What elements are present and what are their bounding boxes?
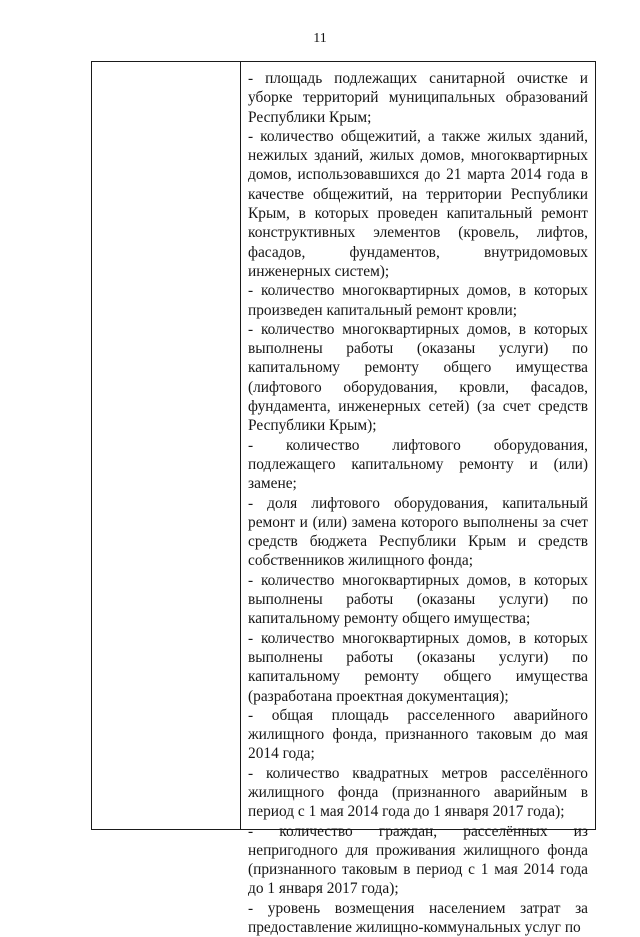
list-item: - количество многоквартирных домов, в которых произведен капитальный ремонт кровли;	[248, 282, 588, 319]
list-item: - количество многоквартирных домов, в которых выполнены работы (оказаны услуги) по капитальному ремонту общего имущества (лифтового оборудования, кровли, фасадов, фундамента, инженерных сетей) (за счет средств Республики Крым);	[248, 320, 588, 435]
list-item: - площадь подлежащих санитарной очистке и уборке территорий муниципальных образований Республики Крым;	[248, 70, 588, 126]
list-item: - количество многоквартирных домов, в которых выполнены работы (оказаны услуги) по капитальному ремонту общего имущества (разработана проектная документация);	[248, 629, 588, 705]
list-item: - общая площадь расселенного аварийного жилищного фонда, признанного таковым до мая 2014 года;	[248, 706, 588, 763]
indicator-list	[241, 62, 595, 937]
right-cell	[241, 62, 596, 937]
document-table	[91, 61, 596, 937]
list-item: - количество лифтового оборудования, подлежащего капитальному ремонту и (или) замене;	[248, 436, 588, 493]
list-item: - количество многоквартирных домов, в которых выполнены работы (оказаны услуги) по капитальному ремонту общего имущества;	[248, 571, 588, 628]
table-row	[92, 62, 596, 830]
list-item: - доля лифтового оборудования, капитальный ремонт и (или) замена которого выполнены за счет средств бюджета Республики Крым и средств собственников жилищного фонда;	[248, 494, 588, 570]
page-number: 11	[313, 31, 327, 46]
list-item: - уровень возмещения населением затрат за предоставление жилищно-коммунальных услуг по	[248, 899, 588, 937]
list-item: - количество квадратных метров расселённого жилищного фонда (признанного аварийным в период с 1 мая 2014 года до 1 января 2017 года);	[248, 764, 588, 821]
list-item: - количество общежитий, а также жилых зданий, нежилых зданий, жилых домов, многоквартирных домов, использовавшихся до 21 марта 2014 года в качестве общежитий, на территории Республики Крым, в которых проведен капитальный ремонт конструктивных элементов (кровель, лифтов, фасадов, фундаментов, внутридомовых инженерных систем);	[248, 127, 588, 280]
left-cell	[92, 62, 241, 830]
list-item: - количество граждан, расселённых из непригодного для проживания жилищного фонда (признанного таковым в период с 1 мая 2014 года до 1 января 2017 года);	[248, 822, 588, 898]
